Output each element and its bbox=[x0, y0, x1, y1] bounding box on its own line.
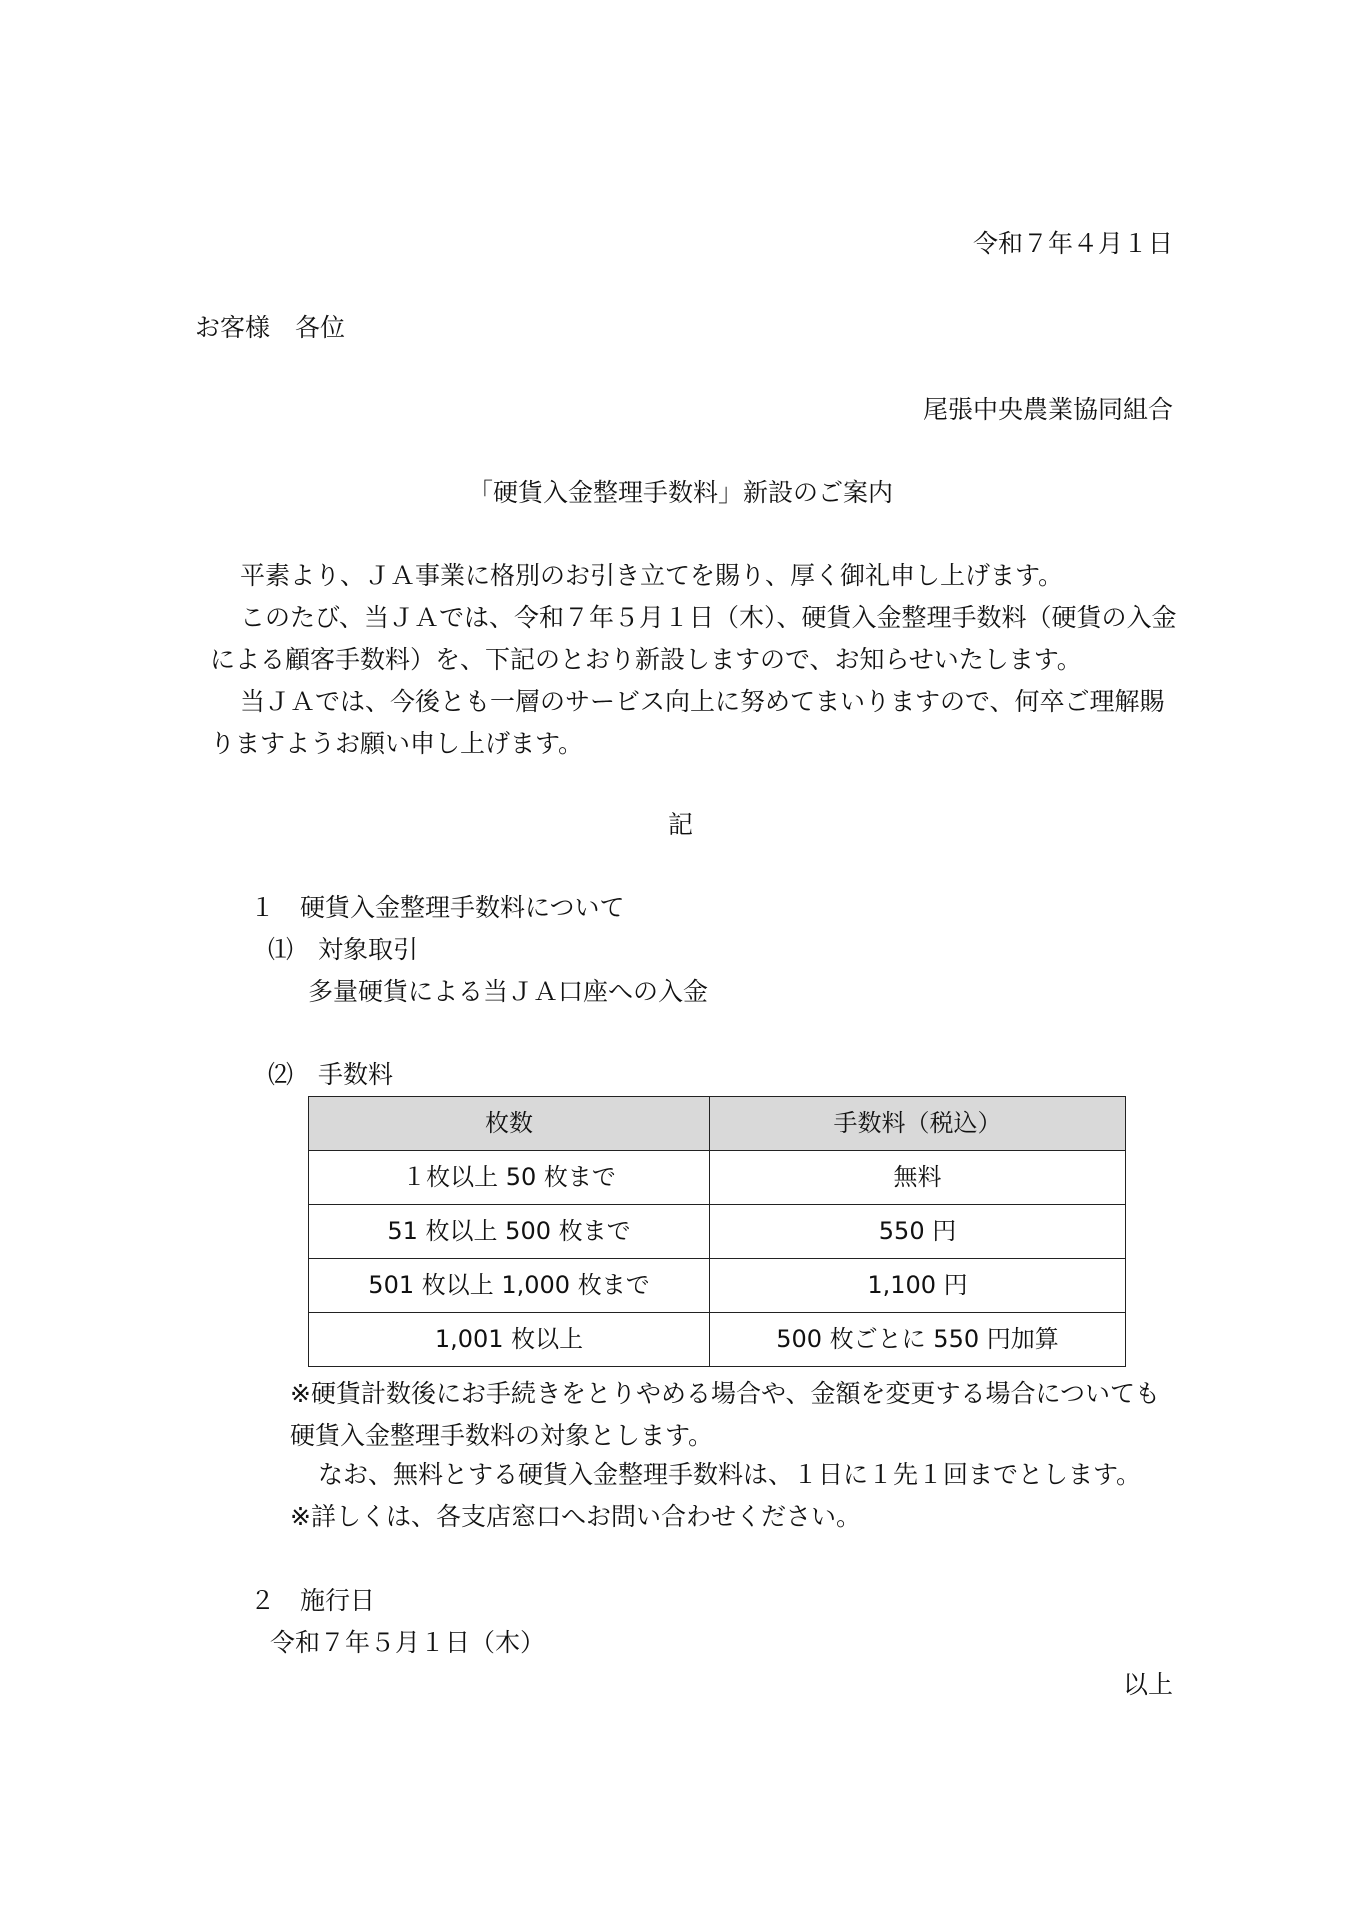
table-cell-fee: 500 枚ごとに 550 円加算 bbox=[710, 1313, 1126, 1367]
addressee: お客様 各位 bbox=[195, 313, 346, 342]
section-2-content: 令和７年５月１日（木） bbox=[270, 1628, 546, 1657]
body-paragraph-2-text: このたび、当ＪＡでは、令和７年５月１日（木）、硬貨入金整理手数料（硬貨の入金による顧客手数料）を、下記のとおり新設しますので、お知らせいたします。 bbox=[210, 603, 1177, 674]
body-paragraph-1-text: 平素より、ＪＡ事業に格別のお引き立てを賜り、厚く御礼申し上げます。 bbox=[240, 561, 1064, 590]
table-row bbox=[309, 1151, 1126, 1205]
note-1: ※硬貨計数後にお手続きをとりやめる場合や、金額を変更する場合についても硬貨入金整理手数料の対象とします。 bbox=[290, 1379, 1160, 1450]
table-cell-count: １枚以上 50 枚まで bbox=[309, 1151, 710, 1205]
body-paragraph-2 bbox=[210, 597, 1180, 681]
closing-remark: 以上 bbox=[1122, 1670, 1173, 1699]
document-date: 令和７年４月１日 bbox=[972, 229, 1173, 258]
table-cell-fee: 無料 bbox=[710, 1151, 1126, 1205]
table-row bbox=[309, 1313, 1126, 1367]
table-cell-fee: 1,100 円 bbox=[710, 1259, 1126, 1313]
sender-organization: 尾張中央農業協同組合 bbox=[922, 395, 1173, 424]
table-row bbox=[309, 1259, 1126, 1313]
document-title: 「硬貨入金整理手数料」新設のご案内 bbox=[467, 478, 893, 507]
table-header-row bbox=[309, 1097, 1126, 1151]
body-paragraph-3 bbox=[210, 681, 1180, 765]
table-cell-fee: 550 円 bbox=[710, 1205, 1126, 1259]
ki-heading: 記 bbox=[667, 810, 693, 839]
table-cell-count: 501 枚以上 1,000 枚まで bbox=[309, 1259, 710, 1313]
body-paragraph-1 bbox=[210, 555, 1180, 597]
body-paragraph-3-text: 当ＪＡでは、今後とも一層のサービス向上に努めてまいりますので、何卒ご理解賜りますようお願い申し上げます。 bbox=[210, 687, 1165, 758]
fee-table bbox=[308, 1096, 1126, 1367]
section-1-title: １ 硬貨入金整理手数料について bbox=[250, 893, 625, 922]
section-1-sub-1-content: 多量硬貨による当ＪＡ口座への入金 bbox=[308, 977, 709, 1006]
table-row bbox=[309, 1205, 1126, 1259]
section-1-sub-2-label: ⑵ 手数料 bbox=[268, 1060, 394, 1089]
table-cell-count: 1,001 枚以上 bbox=[309, 1313, 710, 1367]
section-1-sub-1-label: ⑴ 対象取引 bbox=[268, 935, 419, 964]
note-2: なお、無料とする硬貨入金整理手数料は、１日に１先１回までとします。 bbox=[318, 1460, 1142, 1489]
table-header-count: 枚数 bbox=[309, 1097, 710, 1151]
table-cell-count: 51 枚以上 500 枚まで bbox=[309, 1205, 710, 1259]
section-2-title: ２ 施行日 bbox=[250, 1586, 376, 1615]
table-header-fee: 手数料（税込） bbox=[710, 1097, 1126, 1151]
note-3: ※詳しくは、各支店窓口へお問い合わせください。 bbox=[290, 1502, 861, 1531]
